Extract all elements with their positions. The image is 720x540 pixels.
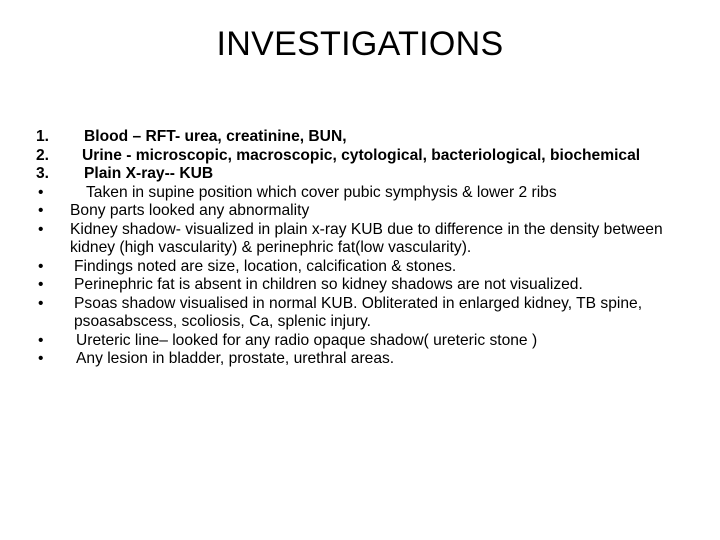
list-item	[36, 350, 696, 369]
bullet-icon: •	[38, 183, 44, 201]
list-item	[36, 295, 696, 332]
list-item-text: Blood – RFT- urea, creatinine, BUN,	[84, 128, 347, 145]
list-item-text: Urine - microscopic, macroscopic, cytological, bacteriological, biochemical	[82, 146, 641, 164]
list-item	[36, 202, 696, 221]
list-number: 1.	[36, 128, 50, 145]
list-item-text: Psoas shadow visualised in normal KUB. Obliterated in enlarged kidney, TB spine, psoasabscess, scoliosis, Ca, splenic injury.	[74, 294, 643, 330]
list-item	[36, 184, 696, 203]
list-item	[36, 147, 696, 166]
list-item	[36, 332, 696, 351]
list-item	[36, 128, 696, 147]
list-item-text: Perinephric fat is absent in children so kidney shadows are not visualized.	[74, 276, 583, 293]
list-item	[36, 165, 696, 184]
list-number: 3.	[36, 165, 50, 182]
list-item	[36, 221, 696, 258]
list-item-text: Findings noted are size, location, calcification & stones.	[74, 257, 457, 275]
list-item-text: Any lesion in bladder, prostate, urethral areas.	[76, 350, 395, 367]
list-item	[36, 276, 696, 295]
list-item	[36, 258, 696, 277]
list-item-text: Kidney shadow- visualized in plain x-ray KUB due to difference in the density between kidney (high vascularity) & perinephric fat(low vascularity).	[70, 220, 663, 256]
list-item-text: Ureteric line– looked for any radio opaque shadow( ureteric stone )	[76, 331, 538, 349]
list-item-text: Bony parts looked any abnormality	[70, 202, 310, 219]
bullet-icon: •	[38, 202, 44, 219]
bullet-icon: •	[38, 331, 44, 349]
bullet-icon: •	[38, 350, 44, 367]
slide-title: INVESTIGATIONS	[216, 25, 504, 63]
bullet-icon: •	[38, 220, 44, 238]
bullet-icon: •	[38, 276, 44, 293]
bullet-icon: •	[38, 294, 44, 312]
investigation-list	[36, 128, 696, 369]
list-item-text: Taken in supine position which cover pubic symphysis & lower 2 ribs	[86, 183, 557, 201]
list-item-text: Plain X-ray-- KUB	[84, 165, 214, 182]
bullet-icon: •	[38, 257, 44, 275]
list-number: 2.	[36, 146, 50, 164]
